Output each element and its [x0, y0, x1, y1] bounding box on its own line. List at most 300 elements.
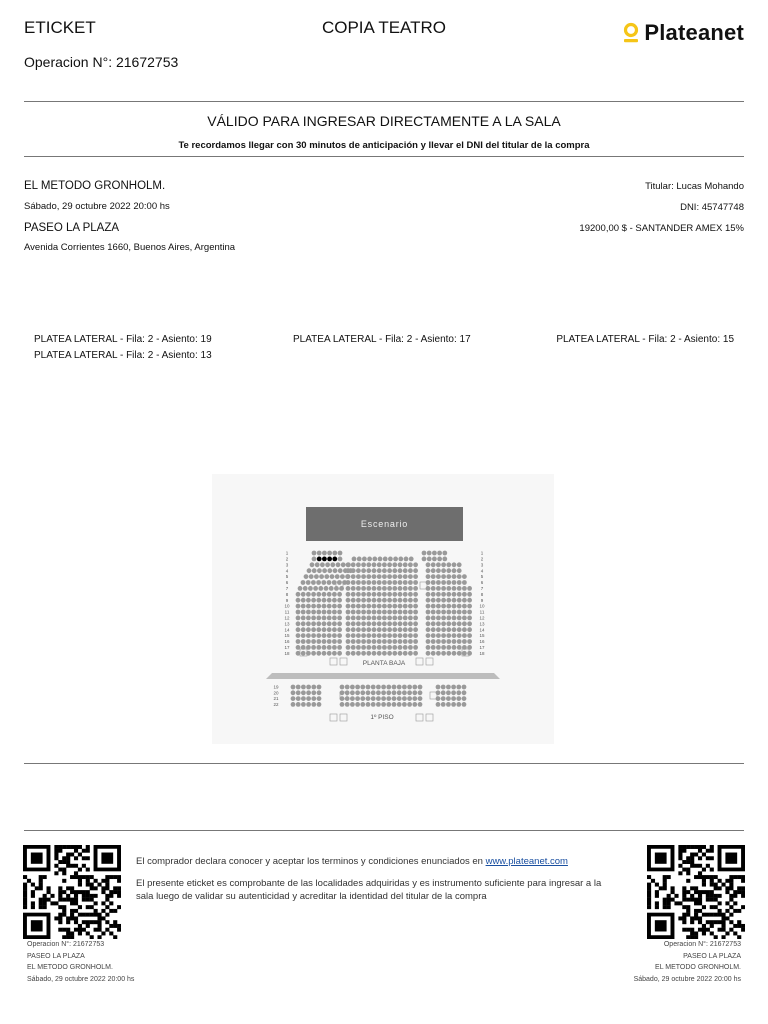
- seat: [382, 568, 387, 573]
- seat: [398, 616, 403, 621]
- qr-module: [698, 901, 702, 905]
- seat: [322, 633, 327, 638]
- seat: [446, 702, 451, 707]
- seat: [441, 616, 446, 621]
- qr-module: [70, 864, 74, 868]
- seat: [446, 574, 451, 579]
- seat: [387, 586, 392, 591]
- seat: [387, 633, 392, 638]
- seat: [361, 610, 366, 615]
- seat: [392, 639, 397, 644]
- seat: [426, 598, 431, 603]
- qr-module: [702, 853, 706, 857]
- accessibility-icon: [330, 714, 337, 721]
- seat: [346, 633, 351, 638]
- qr-module: [702, 905, 706, 909]
- seat: [376, 696, 381, 701]
- qr-module: [674, 901, 678, 905]
- seat: [386, 690, 391, 695]
- seat: [335, 574, 340, 579]
- seat: [301, 616, 306, 621]
- qr-module: [74, 894, 78, 898]
- qr-module: [714, 894, 718, 898]
- seat: [372, 598, 377, 603]
- qr-module: [101, 916, 105, 920]
- qr-module: [117, 879, 121, 883]
- seat: [361, 639, 366, 644]
- qr-module: [714, 920, 718, 924]
- seat: [356, 586, 361, 591]
- seat: [301, 696, 306, 701]
- seat: [413, 645, 418, 650]
- seat: [356, 639, 361, 644]
- seat: [311, 616, 316, 621]
- seat: [356, 616, 361, 621]
- seat: [452, 633, 457, 638]
- seat: [361, 574, 366, 579]
- qr-module: [667, 894, 671, 898]
- seat: [408, 604, 413, 609]
- seat: [366, 696, 371, 701]
- seat: [338, 557, 343, 562]
- seat: [366, 702, 371, 707]
- seat: [446, 639, 451, 644]
- seat: [387, 621, 392, 626]
- seat: [327, 610, 332, 615]
- floor-label-planta-baja: PLANTA BAJA: [362, 660, 406, 667]
- seat: [413, 651, 418, 656]
- seat: [382, 580, 387, 585]
- qr-module: [94, 913, 98, 917]
- qr-module: [97, 883, 101, 887]
- seat: [346, 580, 351, 585]
- qr-module: [23, 883, 27, 887]
- row-number: 18: [479, 650, 485, 656]
- seat: [351, 621, 356, 626]
- qr-module: [117, 905, 121, 909]
- qr-module: [698, 871, 702, 875]
- seat: [311, 645, 316, 650]
- seat: [296, 690, 301, 695]
- row-number: 19: [273, 684, 279, 690]
- qr-module: [82, 894, 86, 898]
- seat: [462, 616, 467, 621]
- qr-module: [694, 886, 698, 890]
- qr-module: [729, 898, 733, 902]
- seat: [457, 562, 462, 567]
- seat: [366, 610, 371, 615]
- seat: [431, 604, 436, 609]
- seat: [403, 580, 408, 585]
- seat: [372, 580, 377, 585]
- seat: [446, 598, 451, 603]
- seat: [320, 562, 325, 567]
- qr-module: [690, 894, 694, 898]
- seat: [387, 574, 392, 579]
- seat: [376, 685, 381, 690]
- qr-module: [86, 868, 90, 872]
- qr-module: [62, 890, 66, 894]
- seat: [306, 621, 311, 626]
- seat: [324, 586, 329, 591]
- seat: [350, 685, 355, 690]
- seat: [317, 696, 322, 701]
- row-number: 9: [480, 597, 484, 603]
- qr-module: [663, 898, 667, 902]
- seat: [413, 562, 418, 567]
- seat: [377, 651, 382, 656]
- qr-module: [682, 928, 686, 932]
- qr-module: [113, 886, 117, 890]
- seat: [413, 627, 418, 632]
- seat: [382, 574, 387, 579]
- seat: [426, 610, 431, 615]
- qr-module: [698, 894, 702, 898]
- seat: [441, 627, 446, 632]
- seat: [467, 586, 472, 591]
- seat: [408, 645, 413, 650]
- seat: [327, 651, 332, 656]
- arrival-reminder: Te recordamos llegar con 30 minutos de anticipación y llevar el DNI del titular de la compra: [178, 140, 590, 151]
- seat: [446, 616, 451, 621]
- seat: [322, 610, 327, 615]
- qr-module: [86, 913, 90, 917]
- seat: [412, 690, 417, 695]
- seat: [392, 574, 397, 579]
- qr-module: [47, 886, 51, 890]
- seat: [361, 627, 366, 632]
- seat: [351, 639, 356, 644]
- qr-module: [686, 898, 690, 902]
- row-number: 14: [284, 627, 290, 633]
- seat: [383, 557, 388, 562]
- qr-module: [74, 890, 78, 894]
- seat: [392, 621, 397, 626]
- seat: [397, 690, 402, 695]
- qr-module: [737, 886, 741, 890]
- qr-module: [698, 864, 702, 868]
- stage-label: Escenario: [360, 519, 409, 529]
- seat: [398, 586, 403, 591]
- seat: [296, 702, 301, 707]
- seat: [336, 562, 341, 567]
- seat: [372, 639, 377, 644]
- qr-module: [78, 845, 82, 849]
- seat: [376, 690, 381, 695]
- seat: [436, 685, 441, 690]
- qr-module: [54, 864, 58, 868]
- qr-module: [86, 905, 90, 909]
- seat: [346, 645, 351, 650]
- seat: [316, 592, 321, 597]
- seat: [422, 551, 427, 556]
- qr-module: [94, 928, 98, 932]
- qr-module: [101, 879, 105, 883]
- seat: [306, 616, 311, 621]
- qr-module: [647, 886, 651, 890]
- seat: [387, 580, 392, 585]
- accessibility-icon: [416, 714, 423, 721]
- seat: [387, 639, 392, 644]
- seat: [332, 616, 337, 621]
- row-number: 14: [479, 627, 485, 633]
- row-number: 22: [273, 702, 279, 707]
- seat: [296, 610, 301, 615]
- seat: [398, 610, 403, 615]
- seat: [311, 598, 316, 603]
- seat: [361, 568, 366, 573]
- seat: [303, 586, 308, 591]
- seat: [404, 557, 409, 562]
- seat: [403, 645, 408, 650]
- qr-module: [101, 901, 105, 905]
- seat: [317, 557, 322, 562]
- seat: [413, 621, 418, 626]
- qr-module: [678, 864, 682, 868]
- seat: [387, 598, 392, 603]
- row-number: 3: [285, 562, 289, 568]
- seat: [340, 685, 345, 690]
- qr-module: [117, 924, 121, 928]
- qr-module: [725, 853, 737, 864]
- seat: [452, 580, 457, 585]
- footer-left: [27, 939, 134, 985]
- qr-module: [686, 909, 690, 913]
- qr-module: [710, 845, 714, 849]
- footer-operation: Operacion N°: 21672753: [27, 941, 105, 948]
- qr-module: [721, 928, 725, 932]
- qr-module: [78, 879, 82, 883]
- qr-module: [710, 924, 714, 928]
- seat: [346, 627, 351, 632]
- seat: [377, 610, 382, 615]
- qr-module: [58, 886, 62, 890]
- footer-event: EL METODO GRONHOLM.: [27, 964, 113, 971]
- row-number: 16: [479, 639, 485, 645]
- divider: [24, 830, 744, 831]
- qr-module: [105, 905, 109, 909]
- row-number: 3: [480, 562, 484, 568]
- seat: [296, 627, 301, 632]
- accessibility-icon: [426, 714, 433, 721]
- seat: [392, 598, 397, 603]
- qr-module: [31, 905, 35, 909]
- seat: [351, 598, 356, 603]
- accessibility-icon: [340, 658, 347, 665]
- qr-module: [113, 920, 117, 924]
- terms-link[interactable]: www.plateanet.com: [485, 856, 568, 867]
- qr-module: [66, 931, 70, 935]
- qr-module: [741, 886, 745, 890]
- qr-module: [678, 845, 682, 849]
- accessibility-icon: [416, 658, 423, 665]
- row-number: 20: [273, 690, 279, 696]
- seat: [412, 702, 417, 707]
- seat: [452, 621, 457, 626]
- seat: [311, 592, 316, 597]
- seat: [452, 610, 457, 615]
- seat: [319, 574, 324, 579]
- seat: [446, 562, 451, 567]
- seat: [408, 621, 413, 626]
- qr-module: [678, 916, 682, 920]
- seat: [372, 627, 377, 632]
- qr-module: [655, 883, 659, 887]
- seat: [457, 574, 462, 579]
- qr-module: [651, 879, 655, 883]
- qr-module: [31, 920, 43, 931]
- qr-module: [733, 894, 737, 898]
- seat: [337, 616, 342, 621]
- seat: [312, 551, 317, 556]
- seat: [398, 598, 403, 603]
- seat: [351, 568, 356, 573]
- seat: [441, 592, 446, 597]
- qr-module: [737, 875, 741, 879]
- seat: [316, 610, 321, 615]
- qr-module: [647, 898, 651, 902]
- qr-module: [663, 901, 667, 905]
- seat: [388, 557, 393, 562]
- seat: [456, 685, 461, 690]
- seat: [301, 598, 306, 603]
- seat: [446, 627, 451, 632]
- seat: [316, 621, 321, 626]
- footer-date: Sábado, 29 octubre 2022 20:00 hs: [27, 975, 135, 983]
- qr-module: [23, 886, 27, 890]
- seat: [301, 610, 306, 615]
- qr-module: [686, 845, 690, 849]
- seat: [398, 645, 403, 650]
- seat: [392, 604, 397, 609]
- seat: [436, 627, 441, 632]
- seat: [351, 645, 356, 650]
- qr-module: [86, 856, 90, 860]
- seat: [298, 586, 303, 591]
- qr-module: [97, 920, 101, 924]
- qr-module: [655, 905, 659, 909]
- seat: [337, 645, 342, 650]
- seat: [317, 568, 322, 573]
- seat: [402, 685, 407, 690]
- seat: [317, 702, 322, 707]
- qr-module: [70, 898, 74, 902]
- row-number: 10: [284, 603, 290, 609]
- qr-module: [725, 886, 729, 890]
- seat: [412, 696, 417, 701]
- seat: [361, 633, 366, 638]
- seat: [306, 580, 311, 585]
- qr-module: [23, 875, 27, 879]
- holder-name: Titular: Lucas Mohando: [645, 181, 744, 192]
- seat: [462, 604, 467, 609]
- qr-module: [694, 931, 698, 935]
- seat: [397, 696, 402, 701]
- qr-module: [97, 928, 101, 932]
- seat: [316, 633, 321, 638]
- seat: [422, 557, 427, 562]
- seat: [446, 580, 451, 585]
- seat: [332, 633, 337, 638]
- seat: [426, 562, 431, 567]
- qr-module: [690, 928, 694, 932]
- qr-module: [655, 853, 667, 864]
- seat: [382, 645, 387, 650]
- qr-module: [718, 894, 722, 898]
- seat: [382, 621, 387, 626]
- qr-module: [58, 860, 62, 864]
- seat: [398, 557, 403, 562]
- seat: [346, 651, 351, 656]
- qr-module: [725, 909, 729, 913]
- qr-module: [694, 898, 698, 902]
- seat: [452, 639, 457, 644]
- seat: [397, 685, 402, 690]
- seat-map: [212, 474, 554, 744]
- seat: [403, 592, 408, 597]
- seat: [392, 651, 397, 656]
- seat: [350, 690, 355, 695]
- seat: [408, 598, 413, 603]
- qr-module: [671, 886, 675, 890]
- qr-module: [90, 886, 94, 890]
- seat: [296, 633, 301, 638]
- seat: [346, 592, 351, 597]
- qr-module: [74, 909, 78, 913]
- seat: [387, 592, 392, 597]
- seat: [381, 702, 386, 707]
- valid-notice: VÁLIDO PARA INGRESAR DIRECTAMENTE A LA SALA: [207, 113, 561, 129]
- seat: [392, 580, 397, 585]
- seat: [327, 616, 332, 621]
- seat: [356, 633, 361, 638]
- seat: [418, 685, 423, 690]
- terms-prefix: El comprador declara conocer y aceptar los terminos y condiciones enunciados en: [136, 856, 483, 867]
- seat: [441, 685, 446, 690]
- seat: [345, 702, 350, 707]
- seat: [457, 627, 462, 632]
- seat: [333, 568, 338, 573]
- qr-module: [733, 901, 737, 905]
- qr-module: [694, 916, 698, 920]
- qr-module: [721, 916, 725, 920]
- qr-module: [682, 894, 686, 898]
- seat: [327, 551, 332, 556]
- seat: [382, 598, 387, 603]
- seat: [366, 562, 371, 567]
- seat: [451, 685, 456, 690]
- qr-module: [682, 890, 686, 894]
- seat: [350, 696, 355, 701]
- qr-module: [58, 928, 62, 932]
- qr-module: [105, 879, 109, 883]
- qr-module: [23, 905, 27, 909]
- seat: [346, 610, 351, 615]
- seat: [350, 702, 355, 707]
- seat: [317, 690, 322, 695]
- row-number: 15: [479, 633, 485, 639]
- qr-module: [663, 879, 667, 883]
- qr-module: [682, 920, 686, 924]
- qr-module: [47, 898, 51, 902]
- seat: [296, 598, 301, 603]
- qr-module: [690, 845, 694, 849]
- seat: [340, 696, 345, 701]
- seat: [398, 604, 403, 609]
- seat: [332, 651, 337, 656]
- seat: [372, 586, 377, 591]
- row-number: 6: [480, 580, 484, 586]
